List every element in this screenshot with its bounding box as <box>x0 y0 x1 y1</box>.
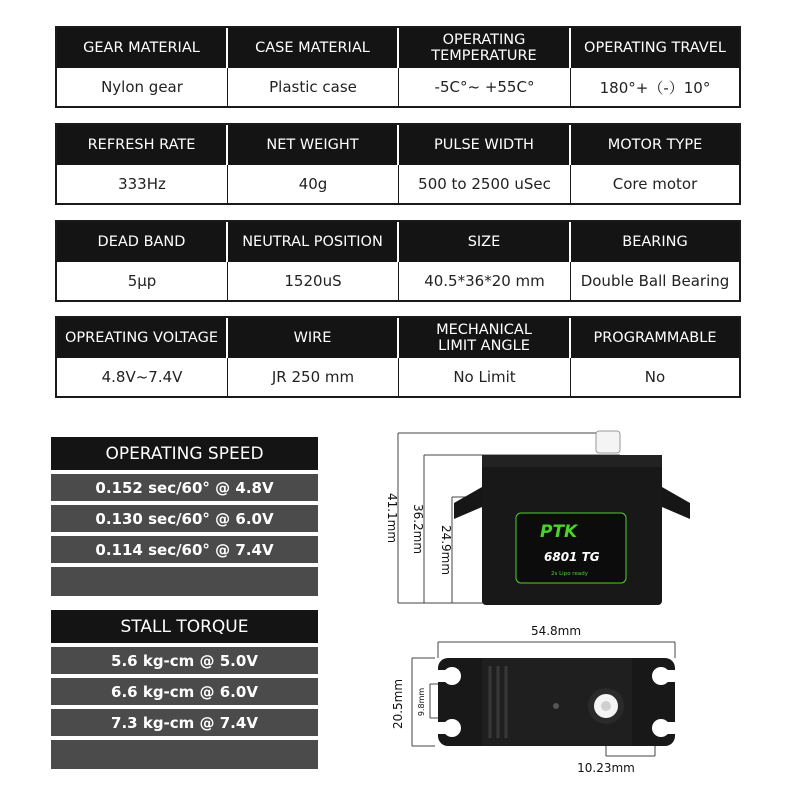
header-cell: SIZE <box>399 222 571 262</box>
value-cell: -5C°~ +55C° <box>399 68 571 106</box>
value-cell: Plastic case <box>228 68 399 106</box>
header-cell: MOTOR TYPE <box>607 137 703 153</box>
torque-row: 7.3 kg-cm @ 7.4V <box>51 709 318 736</box>
dim-case-height: 24.9mm <box>439 524 453 576</box>
header-cell: NET WEIGHT <box>228 125 399 165</box>
value-cell: 333Hz <box>57 165 228 203</box>
header-cell: REFRESH RATE <box>57 125 228 165</box>
header-cell: OPERATING TEMPERATURE <box>399 28 571 68</box>
dim-body-height: 36.2mm <box>411 503 425 555</box>
value-cell: 40.5*36*20 mm <box>399 262 571 300</box>
value-cell: No <box>644 368 666 386</box>
mounting-ear-right <box>662 487 690 519</box>
stall-torque-title: STALL TORQUE <box>51 610 318 643</box>
spec-table-4 <box>55 316 741 398</box>
header-cell: DEAD BAND <box>57 222 228 262</box>
operating-speed-panel <box>51 437 318 596</box>
speed-row: 0.130 sec/60° @ 6.0V <box>51 505 318 532</box>
header-cell: GEAR MATERIAL <box>57 28 228 68</box>
speed-row: 0.152 sec/60° @ 4.8V <box>51 474 318 501</box>
empty-row <box>51 740 318 769</box>
speed-row: 0.114 sec/60° @ 7.4V <box>51 536 318 563</box>
servo-side-view <box>370 425 710 610</box>
value-cell: No Limit <box>399 358 571 396</box>
spec-table-3 <box>55 220 741 302</box>
dim-length: 54.8mm <box>530 624 582 638</box>
value-cell: Core motor <box>612 175 698 193</box>
value-cell: JR 250 mm <box>228 358 399 396</box>
servo-top-view <box>390 618 700 778</box>
output-spline <box>596 431 620 453</box>
header-cell: OPERATING TRAVEL <box>584 40 726 56</box>
header-cell: PULSE WIDTH <box>399 125 571 165</box>
dim-spline-distance: 10.23mm <box>577 761 635 775</box>
value-cell: 180°+（-）10° <box>599 78 711 97</box>
header-cell: NEUTRAL POSITION <box>228 222 399 262</box>
torque-row: 5.6 kg-cm @ 5.0V <box>51 647 318 674</box>
dim-spline-offset: 9.8mm <box>417 687 426 717</box>
value-cell: 5μp <box>57 262 228 300</box>
value-cell: 4.8V~7.4V <box>57 358 228 396</box>
header-cell: OPREATING VOLTAGE <box>57 318 228 358</box>
torque-row: 6.6 kg-cm @ 6.0V <box>51 678 318 705</box>
value-cell: Double Ball Bearing <box>580 272 730 290</box>
stall-torque-panel <box>51 610 318 769</box>
operating-speed-title: OPERATING SPEED <box>51 437 318 470</box>
header-cell: BEARING <box>622 234 688 250</box>
value-cell: Nylon gear <box>57 68 228 106</box>
mounting-ear-left <box>454 487 482 519</box>
label-model: 6801 TG <box>544 550 600 564</box>
dim-total-height: 41.1mm <box>385 492 399 544</box>
value-cell: 1520uS <box>228 262 399 300</box>
spec-table-1 <box>55 26 741 108</box>
value-cell: 40g <box>228 165 399 203</box>
empty-row <box>51 567 318 596</box>
header-cell: PROGRAMMABLE <box>593 330 717 346</box>
header-cell: CASE MATERIAL <box>228 28 399 68</box>
spec-table-2 <box>55 123 741 205</box>
label-brand: PTK <box>540 522 578 542</box>
header-cell: WIRE <box>228 318 399 358</box>
header-cell: MECHANICAL LIMIT ANGLE <box>399 318 571 358</box>
label-sub: 2s Lipo ready <box>551 571 588 577</box>
dim-width: 20.5mm <box>391 678 405 730</box>
value-cell: 500 to 2500 uSec <box>399 165 571 203</box>
